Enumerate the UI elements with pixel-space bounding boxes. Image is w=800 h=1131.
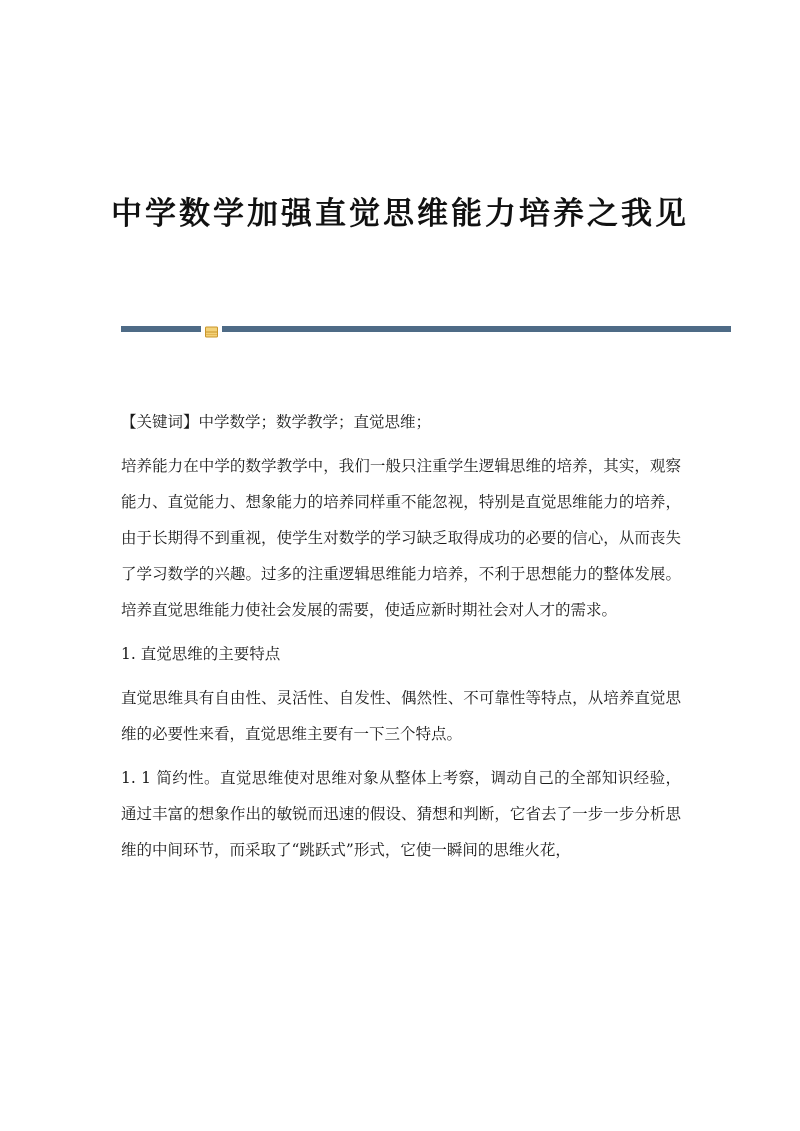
divider-bar-right	[222, 326, 731, 332]
intro-paragraph: 培养能力在中学的数学教学中，我们一般只注重学生逻辑思维的培养，其实，观察能力、直觉能力、想象能力的培养同样重不能忽视，特别是直觉思维能力的培养，由于长期得不到重视，使学生对数学的学习缺乏取得成功的必要的信心，从而丧失了学习数学的兴趣。过多的注重逻辑思维能力培养，不利于思想能力的整体发展。培养直觉思维能力使社会发展的需要，使适应新时期社会对人才的需求。	[121, 457, 681, 619]
document-title: 中学数学加强直觉思维能力培养之我见	[111, 196, 689, 232]
title-divider	[121, 324, 731, 334]
folded-paper-icon	[205, 323, 218, 335]
divider-bar-left	[121, 326, 201, 332]
keywords-line: 【关键词】中学数学；数学教学；直觉思维；	[121, 413, 432, 431]
document-body	[121, 404, 681, 876]
section-heading: 1. 直觉思维的主要特点	[121, 645, 281, 663]
body-paragraph: 直觉思维具有自由性、灵活性、自发性、偶然性、不可靠性等特点，从培养直觉思维的必要性来看，直觉思维主要有一下三个特点。	[121, 689, 681, 743]
body-paragraph: 1. 1 简约性。直觉思维使对思维对象从整体上考察，调动自己的全部知识经验，通过丰富的想象作出的敏锐而迅速的假设、猜想和判断，它省去了一步一步分析思维的中间环节，而采取了“跳跃式”形式，它使一瞬间的思维火花，	[121, 769, 681, 859]
